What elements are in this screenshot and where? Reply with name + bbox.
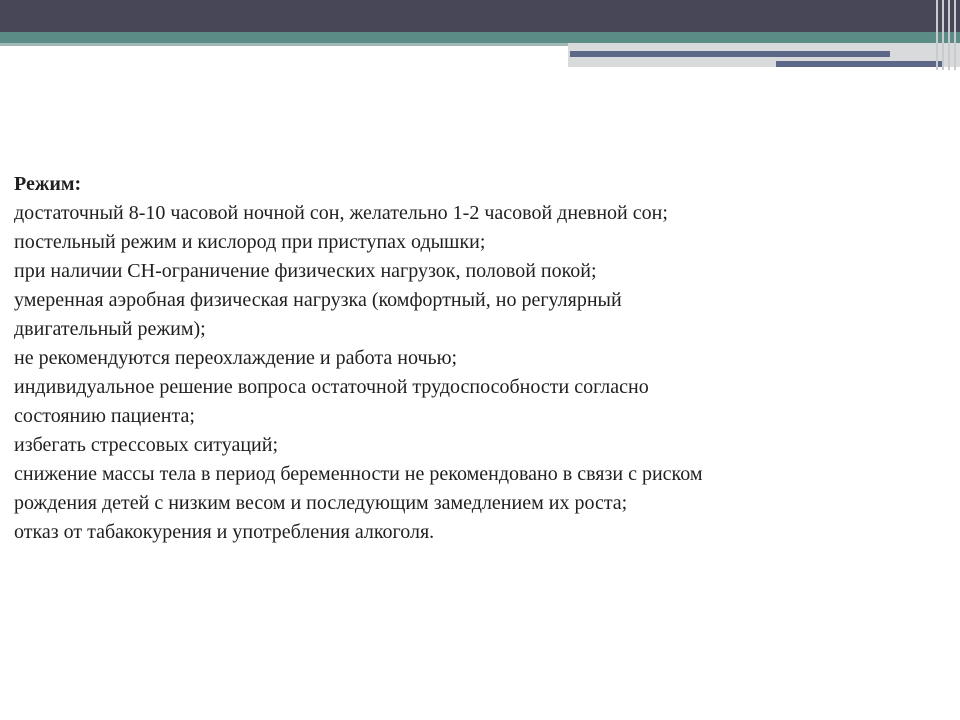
corner-line	[936, 0, 938, 70]
teal-stripe	[0, 32, 960, 43]
decorative-blue-bar-short	[776, 61, 944, 67]
body-line: индивидуальное решение вопроса остаточной трудоспособности согласно	[14, 376, 649, 398]
teal-underline	[0, 43, 570, 46]
corner-line	[948, 0, 950, 70]
decorative-corner-lines	[932, 0, 960, 70]
slide-body	[14, 170, 944, 547]
body-line: не рекомендуются переохлаждение и работа ночью;	[14, 347, 458, 369]
body-line: отказ от табакокурения и употребления алкоголя.	[14, 521, 435, 543]
decorative-blue-bar	[570, 51, 890, 57]
body-line: двигательный режим);	[14, 318, 206, 340]
body-line: достаточный 8-10 часовой ночной сон, желательно 1-2 часовой дневной сон;	[14, 202, 668, 224]
header-band	[0, 0, 960, 32]
body-line: состоянию пациента;	[14, 405, 195, 427]
slide-heading: Режим:	[14, 173, 82, 195]
corner-line	[942, 0, 944, 70]
corner-line	[954, 0, 956, 70]
body-line: умеренная аэробная физическая нагрузка (комфортный, но регулярный	[14, 289, 622, 311]
body-line: избегать стрессовых ситуаций;	[14, 434, 279, 456]
body-line: снижение массы тела в период беременности не рекомендовано в связи с риском	[14, 463, 703, 485]
body-line: постельный режим и кислород при приступах одышки;	[14, 231, 486, 253]
body-line: при наличии СН-ограничение физических нагрузок, половой покой;	[14, 260, 597, 282]
body-line: рождения детей с низким весом и последующим замедлением их роста;	[14, 492, 628, 514]
